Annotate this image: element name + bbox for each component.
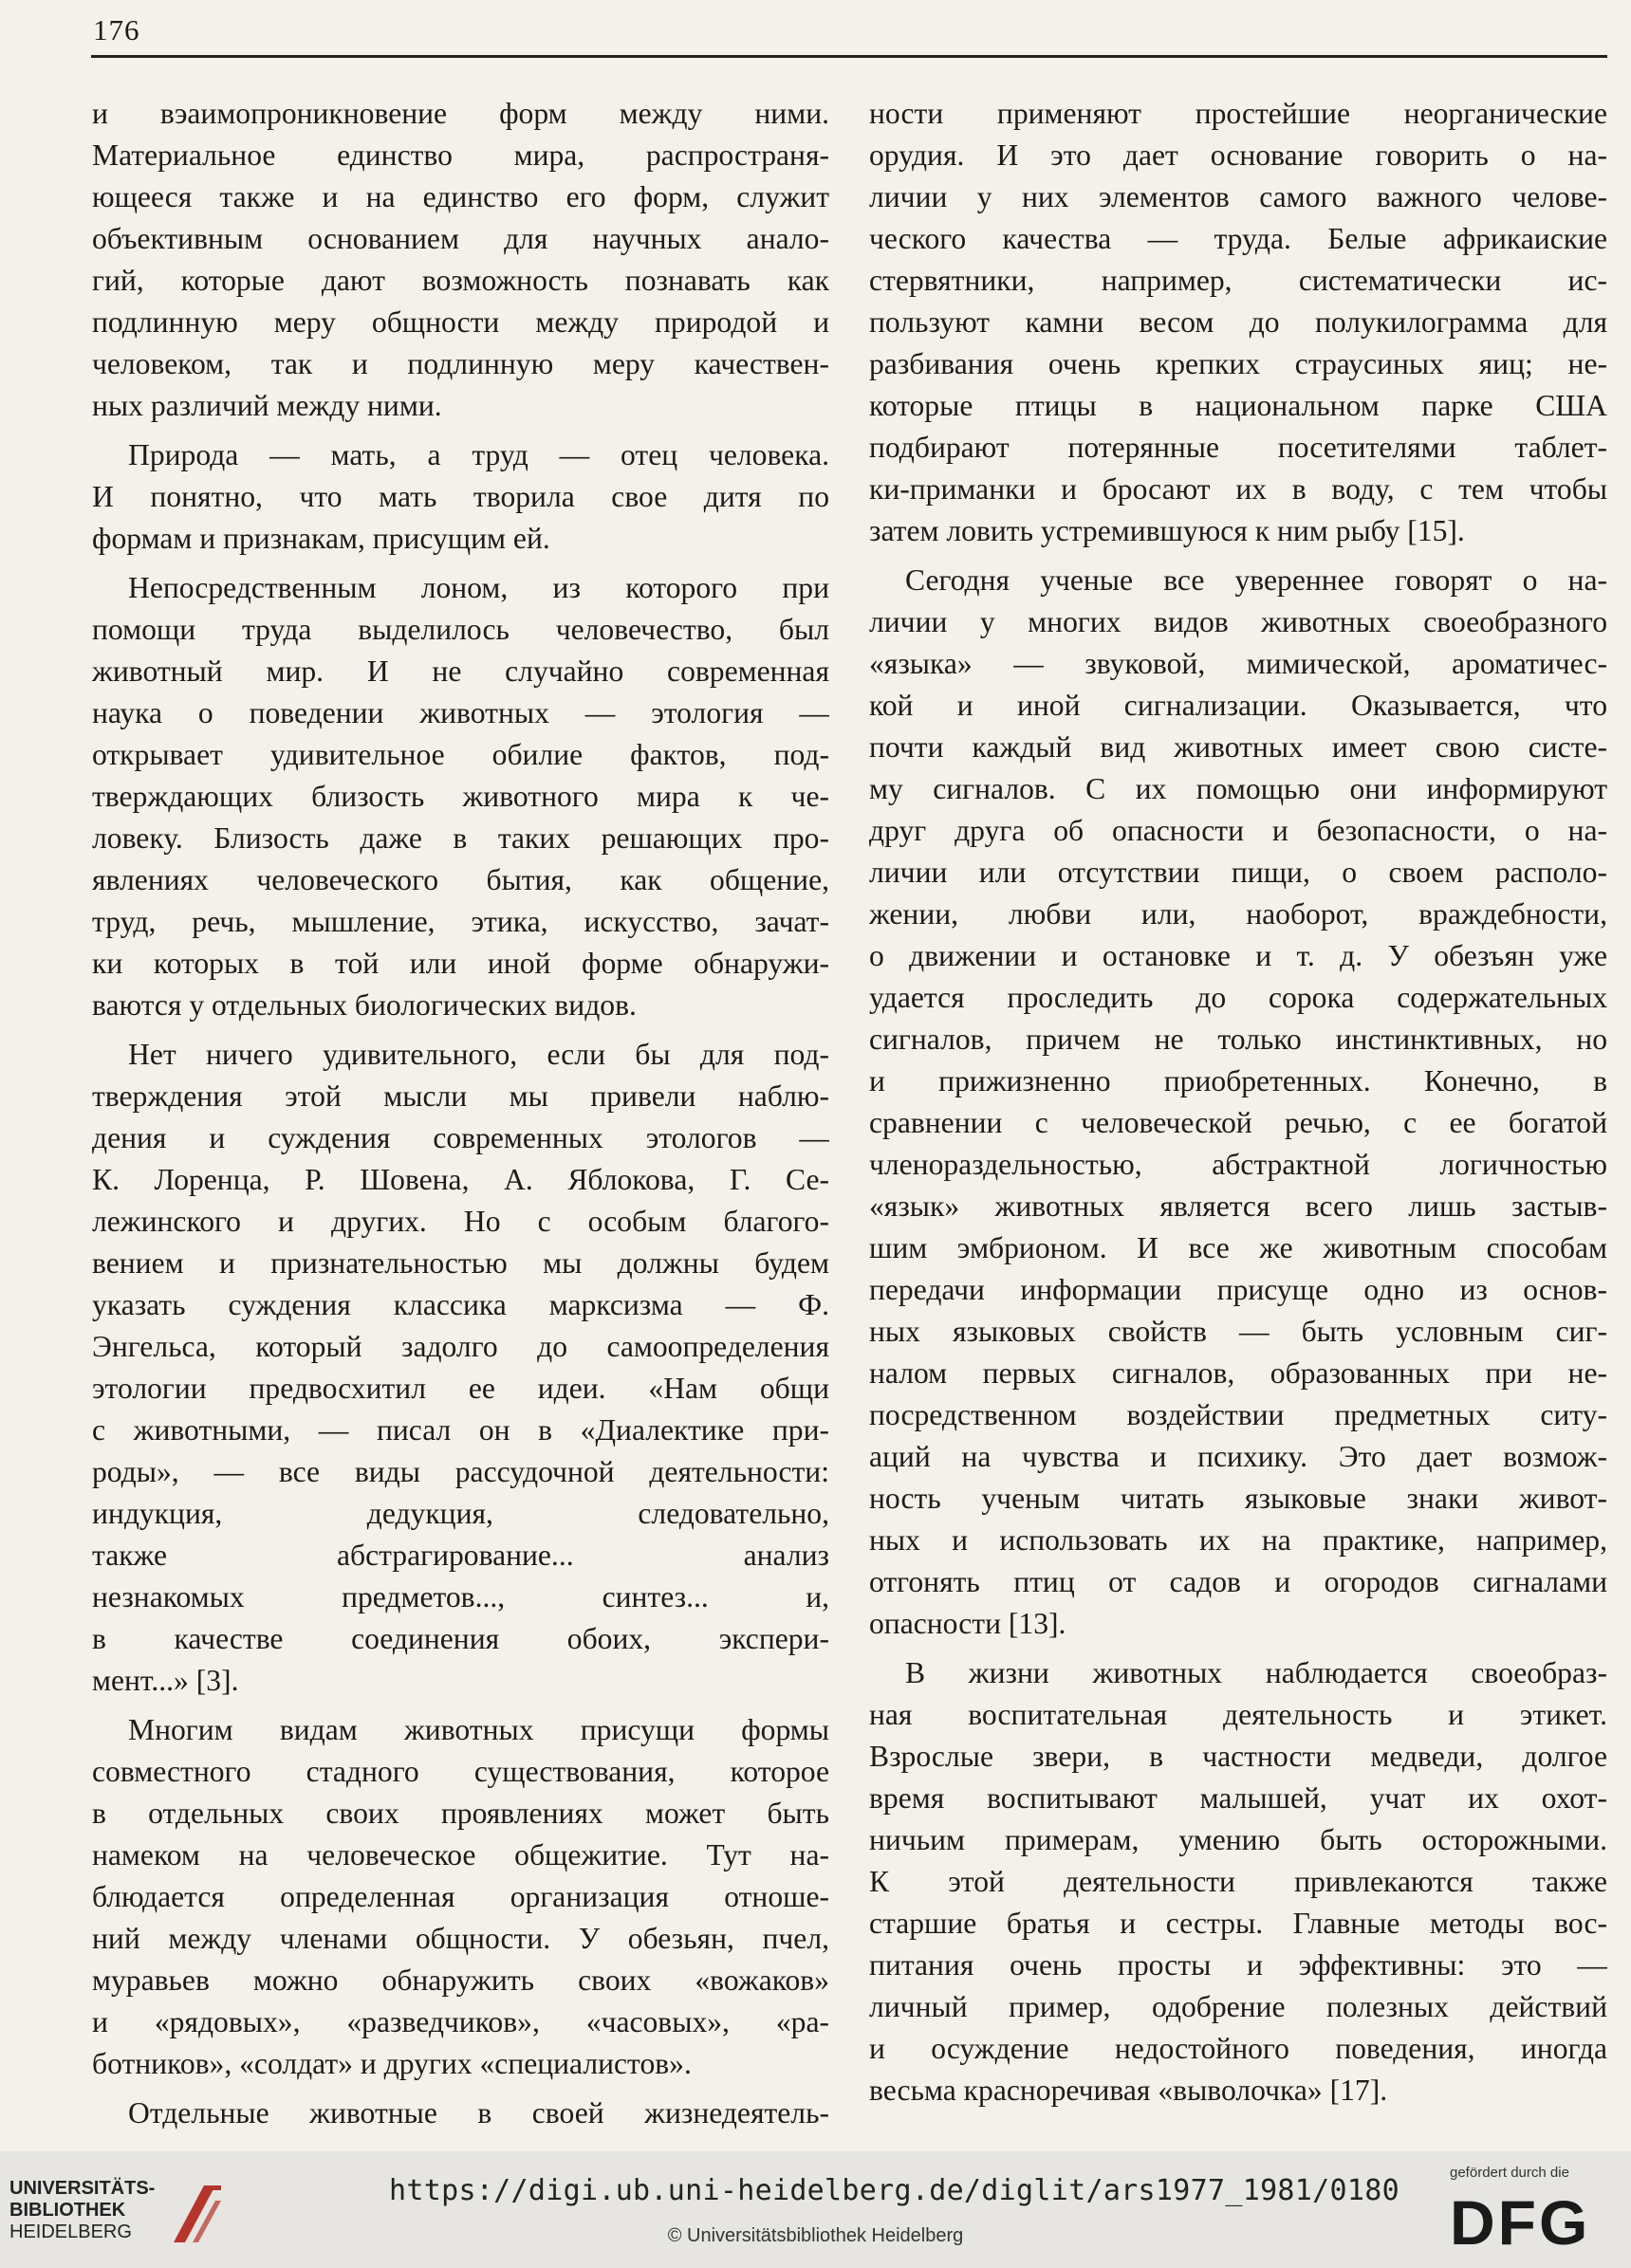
left-column-line: Отдельные животные в своей жизнедеятель- bbox=[128, 2096, 829, 2130]
right-column-line: «языка» — звуковой, мимической, ароматичес- bbox=[869, 647, 1607, 680]
left-column-line: гий, которые дают возможность познавать как bbox=[92, 264, 829, 297]
right-column-line: затем ловить устремившуюся к ним рыбу [15]. bbox=[869, 514, 1465, 547]
left-column-line: ботников», «солдат» и других «специалистов». bbox=[92, 2047, 692, 2080]
right-column-line: удается проследить до сорока содержательных bbox=[869, 981, 1607, 1014]
text-column-right bbox=[869, 93, 1607, 2111]
left-column-line: животный мир. И не случайно современная bbox=[92, 655, 829, 688]
left-column-line: намеком на человеческое общежитие. Тут на- bbox=[92, 1838, 829, 1872]
left-column-line: блюдается определенная организация отноше- bbox=[92, 1880, 829, 1913]
right-column-line: время воспитывают малышей, учат их охот- bbox=[869, 1781, 1607, 1815]
paragraph-gap bbox=[92, 1702, 829, 1709]
right-column-line: о движении и остановке и т. д. У обезъян уже bbox=[869, 939, 1607, 972]
left-column-line: также абстрагирование... анализ bbox=[92, 1539, 829, 1572]
left-column-line: наука о поведении животных — этология — bbox=[92, 696, 829, 729]
left-column-line: явлениях человеческого бытия, как общение, bbox=[92, 863, 829, 896]
left-column-line: человеком, так и подлинную меру качествен- bbox=[92, 347, 829, 380]
right-column-line: «язык» животных является всего лишь застыв- bbox=[869, 1189, 1607, 1223]
paragraph-gap bbox=[92, 560, 829, 567]
left-column-line: И понятно, что мать творила свое дитя по bbox=[92, 480, 829, 513]
left-column-line: мент...» [3]. bbox=[92, 1664, 239, 1697]
left-column-line: формам и признакам, присущим ей. bbox=[92, 522, 550, 555]
right-column-line: ческого качества — труда. Белые африкаиские bbox=[869, 222, 1607, 255]
right-column-line: личии у многих видов животных своеобразного bbox=[869, 605, 1607, 638]
paragraph-gap bbox=[869, 552, 1607, 560]
header-rule bbox=[91, 55, 1607, 58]
right-column-line: старшие братья и сестры. Главные методы вос- bbox=[869, 1907, 1607, 1940]
left-column-line: ловеку. Близость даже в таких решающих про- bbox=[92, 821, 829, 855]
left-column-line: незнакомых предметов..., синтез... и, bbox=[92, 1580, 829, 1613]
copyright-notice: © Universitätsbibliothek Heidelberg bbox=[667, 2225, 964, 2246]
library-name-line3: HEIDELBERG bbox=[9, 2222, 132, 2242]
paragraph-gap bbox=[92, 1026, 829, 1034]
library-name-line2: BIBLIOTHEK bbox=[9, 2200, 126, 2221]
right-column-line: аций на чувства и психику. Это дает возмож- bbox=[869, 1440, 1607, 1473]
left-column-line: Природа — мать, а труд — отец человека. bbox=[128, 438, 829, 471]
right-column-line: разбивания очень крепких страусиных яиц; не- bbox=[869, 347, 1607, 380]
right-column-line: ничьим примерам, умению быть осторожными. bbox=[869, 1823, 1607, 1856]
right-column-line: ных и использовать их на практике, например, bbox=[869, 1523, 1607, 1557]
left-column-line: Материальное единство мира, распространя- bbox=[92, 138, 829, 172]
right-column-line: Взрослые звери, в частности медведи, долгое bbox=[869, 1740, 1607, 1773]
right-column-line: налом первых сигналов, образованных при не- bbox=[869, 1356, 1607, 1390]
left-column-line: лежинского и других. Но с особым благого- bbox=[92, 1205, 829, 1238]
left-column-line: дения и суждения современных этологов — bbox=[92, 1121, 829, 1154]
left-column-line: Нет ничего удивительного, если бы для под- bbox=[128, 1038, 829, 1071]
right-column-line: посредственном воздействии предметных ситу- bbox=[869, 1398, 1607, 1431]
page-number: 176 bbox=[93, 13, 140, 46]
right-column-line: отгонять птиц от садов и огородов сигналами bbox=[869, 1565, 1607, 1598]
right-column-line: К этой деятельности привлекаются также bbox=[869, 1865, 1607, 1898]
left-column-line: индукция, дедукция, следовательно, bbox=[92, 1497, 829, 1530]
right-column-line: жении, любви или, наоборот, враждебности, bbox=[869, 897, 1607, 931]
left-column-line: помощи труда выделилось человечество, был bbox=[92, 613, 829, 646]
left-column-line: ний между членами общности. У обезьян, пчел, bbox=[92, 1922, 829, 1955]
right-column-line: ности применяют простейшие неорганические bbox=[869, 97, 1607, 130]
left-column-line: К. Лоренца, Р. Шовена, А. Яблокова, Г. Се- bbox=[92, 1163, 829, 1196]
right-column-line: почти каждый вид животных имеет свою систе- bbox=[869, 730, 1607, 764]
left-column-line: и вэаимопроникновение форм между ними. bbox=[92, 97, 829, 130]
left-column-line: Непосредственным лоном, из которого при bbox=[128, 571, 829, 604]
right-column-line: кой и иной сигнализации. Оказывается, что bbox=[869, 689, 1607, 722]
right-column-line: опасности [13]. bbox=[869, 1607, 1066, 1640]
paragraph-gap bbox=[92, 427, 829, 434]
right-column-line: весьма красноречивая «выволочка» [17]. bbox=[869, 2074, 1388, 2107]
dfg-caption: gefördert durch die bbox=[1450, 2165, 1569, 2181]
left-column-line: тверждающих близость животного мира к че- bbox=[92, 780, 829, 813]
footer-bar bbox=[0, 2151, 1631, 2268]
right-column-line: орудия. И это дает основание говорить о на- bbox=[869, 138, 1607, 172]
left-column-line: роды», — все виды рассудочной деятельности: bbox=[92, 1455, 829, 1488]
right-column-line: В жизни животных наблюдается своеобраз- bbox=[905, 1656, 1607, 1689]
right-column-line: личии у них элементов самого важного челове- bbox=[869, 180, 1607, 213]
left-column-line: ных различий между ними. bbox=[92, 389, 442, 422]
right-column-line: стервятники, например, систематически ис- bbox=[869, 264, 1607, 297]
left-column-line: в отдельных своих проявлениях может быть bbox=[92, 1797, 829, 1830]
right-column-line: ных языковых свойств — быть условным сиг- bbox=[869, 1315, 1607, 1348]
right-column-line: ность ученым читать языковые знаки живот- bbox=[869, 1482, 1607, 1515]
left-column-line: тверждения этой мысли мы привели наблю- bbox=[92, 1079, 829, 1113]
left-column-line: труд, речь, мышление, этика, искусство, зачат- bbox=[92, 905, 829, 938]
dfg-logo-text: DFG bbox=[1450, 2187, 1591, 2254]
right-column-line: членораздельностью, абстрактной логичностью bbox=[869, 1148, 1607, 1181]
right-column-line: передачи информации присуще одно из основ- bbox=[869, 1273, 1607, 1306]
left-column-line: объективным основанием для научных анало- bbox=[92, 222, 829, 255]
left-column-line: и «рядовых», «разведчиков», «часовых», «ра- bbox=[92, 2005, 829, 2038]
left-column-line: ваются у отдельных биологических видов. bbox=[92, 988, 637, 1022]
left-column-line: ки которых в той или иной форме обнаружи- bbox=[92, 947, 829, 980]
paragraph-gap bbox=[869, 1645, 1607, 1652]
left-column-line: ющееся также и на единство его форм, служит bbox=[92, 180, 829, 213]
dfg-logo-icon bbox=[1450, 2187, 1611, 2254]
left-column-line: с животными, — писал он в «Диалектике при- bbox=[92, 1413, 829, 1447]
right-column-line: сигналов, причем не только инстинктивных, но bbox=[869, 1023, 1607, 1056]
left-column-line: муравьев можно обнаружить своих «вожаков» bbox=[92, 1964, 829, 1997]
paragraph-gap bbox=[92, 2085, 829, 2093]
right-column-line: му сигналов. С их помощью они информируют bbox=[869, 772, 1607, 805]
right-column-line: ки-приманки и бросают их в воду, с тем чтобы bbox=[869, 472, 1607, 506]
right-column-line: друг друга об опасности и безопасности, о на- bbox=[869, 814, 1607, 847]
library-name-line1: UNIVERSITÄTS- bbox=[9, 2178, 156, 2199]
right-column-line: сравнении с человеческой речью, с ее богатой bbox=[869, 1106, 1607, 1139]
left-column-line: этологии предвосхитил ее идеи. «Нам общи bbox=[92, 1372, 829, 1405]
right-column-line: Сегодня ученые все увереннее говорят о на- bbox=[905, 563, 1607, 597]
right-column-line: и осуждение недостойного поведения, иногда bbox=[869, 2032, 1607, 2065]
right-column-line: личный пример, одобрение полезных действий bbox=[869, 1990, 1607, 2023]
dfg-logo[interactable] bbox=[1450, 2165, 1611, 2259]
left-column-line: вением и признательностью мы должны будем bbox=[92, 1246, 829, 1280]
right-column-line: которые птицы в национальном парке США bbox=[869, 389, 1607, 422]
left-column-line: открывает удивительное обилие фактов, под- bbox=[92, 738, 829, 771]
right-column-line: шим эмбрионом. И все же животным способам bbox=[869, 1231, 1607, 1264]
text-column-left bbox=[92, 93, 829, 2134]
right-column-line: пользуют камни весом до полукилограмма для bbox=[869, 305, 1607, 339]
left-column-line: Многим видам животных присущи формы bbox=[128, 1713, 829, 1746]
left-column-line: подлинную меру общности между природой и bbox=[92, 305, 829, 339]
right-column-line: ная воспитательная деятельность и этикет. bbox=[869, 1698, 1607, 1731]
right-column-line: питания очень просты и эффективны: это — bbox=[869, 1948, 1607, 1982]
left-column-line: совместного стадного существования, которое bbox=[92, 1755, 829, 1788]
document-url-link[interactable]: https://digi.ub.uni-heidelberg.de/diglit/ars1977_1981/0180 bbox=[389, 2174, 1399, 2207]
left-column-line: в качестве соединения обоих, экспери- bbox=[92, 1622, 829, 1655]
left-column-line: указать суждения классика марксизма — Ф. bbox=[92, 1288, 829, 1321]
left-column-line: Энгельса, который задолго до самоопределения bbox=[92, 1330, 829, 1363]
right-column-line: личии или отсутствии пищи, о своем располо- bbox=[869, 856, 1607, 889]
right-column-line: и прижизненно приобретенных. Конечно, в bbox=[869, 1064, 1607, 1097]
right-column-line: подбирают потерянные посетителями таблет- bbox=[869, 431, 1607, 464]
